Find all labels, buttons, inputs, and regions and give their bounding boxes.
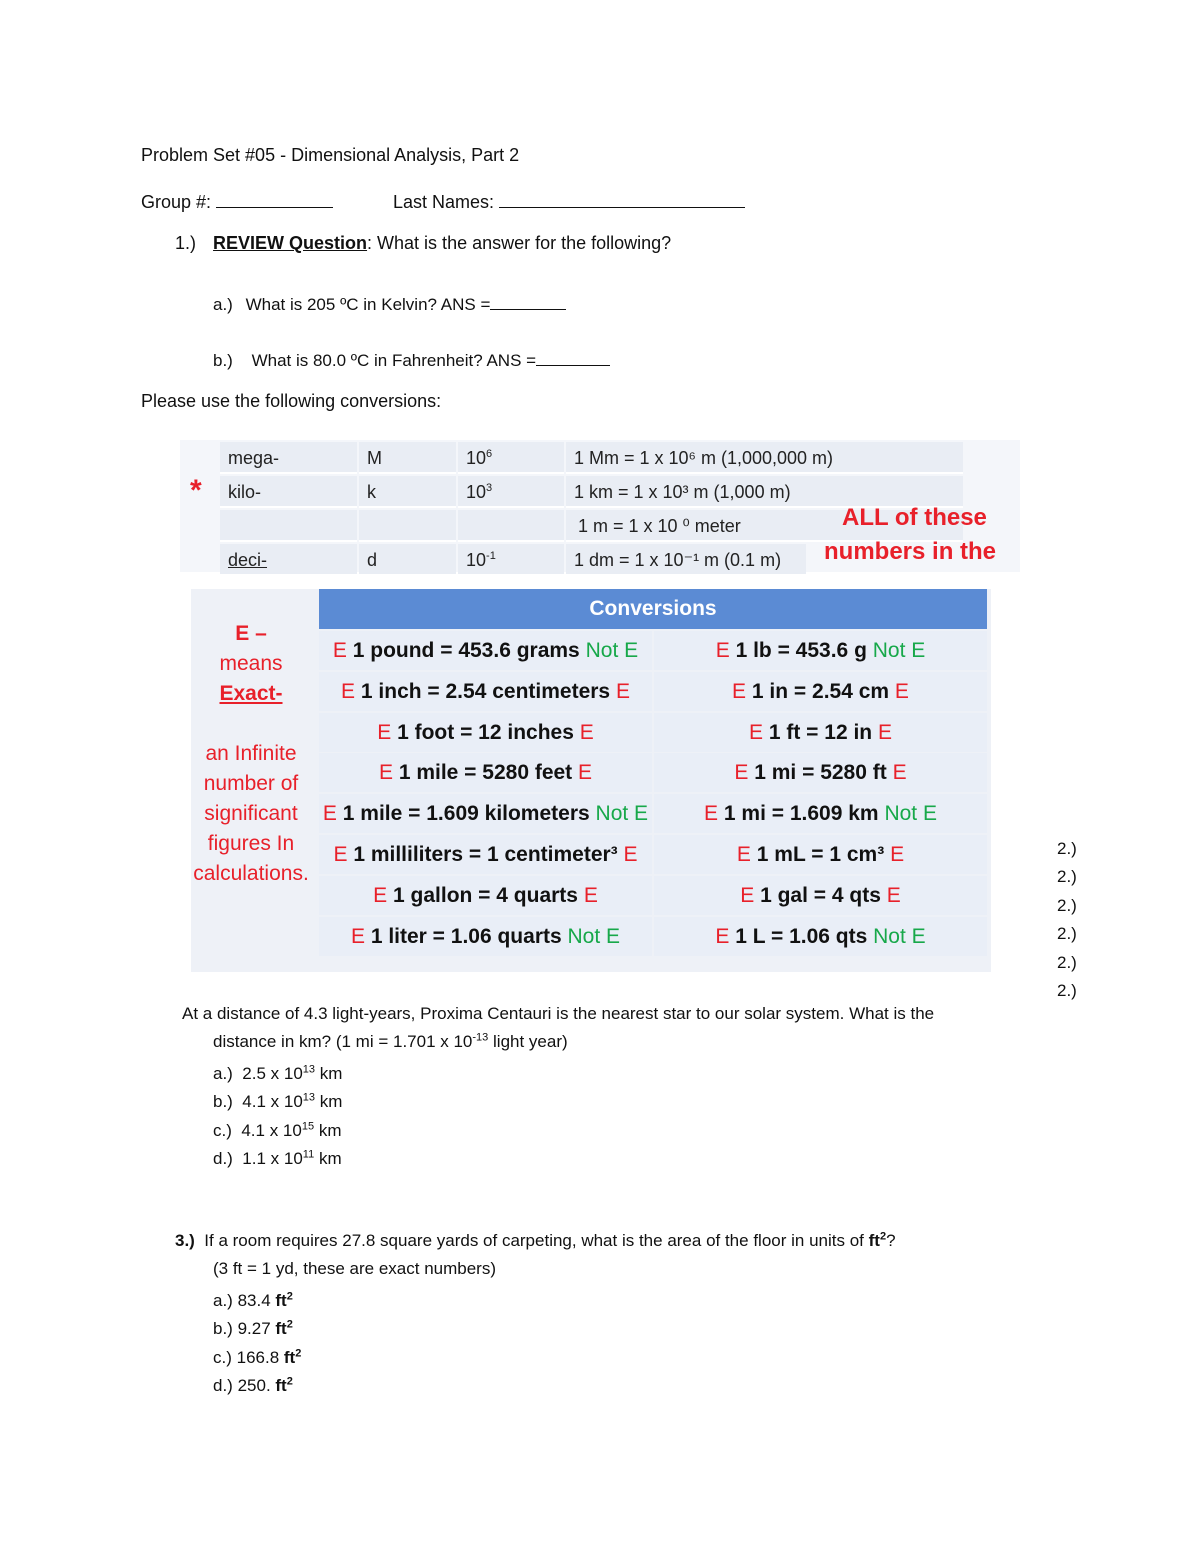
q2-choice[interactable]: a.) 2.5 x $10^{13}$ km [213,1063,343,1083]
prefix-cell: kilo- [220,476,357,508]
conversion-cell-left [319,753,652,792]
conversion-text: 1 foot = 12 inches [397,721,574,744]
conversion-text: 1 in = 2.54 cm [751,680,890,703]
exactness-tag: Not E [872,639,926,662]
conversion-cell-right [654,794,987,833]
exact-tag: E [333,843,348,866]
prefix-cell [220,510,357,542]
exactness-tag: E [583,884,598,907]
relation-cell: 1 m = 1 x 10 ⁰ meter [566,510,963,542]
exact-tag: E [736,843,751,866]
conversion-text: 1 mi = 1.609 km [723,802,879,825]
side-number: 2.) [1057,839,1077,858]
conversion-text: 1 gal = 4 qts [760,884,881,907]
group-blank[interactable] [216,189,333,208]
q3-number: 3.) [175,1231,195,1250]
q2-choice[interactable]: d.) 1.1 x $10^{11}$ km [213,1148,342,1168]
conversion-cell-right [654,672,987,711]
exactness-tag: E [877,721,892,744]
conversion-text: 1 pound = 453.6 grams [352,639,580,662]
exactness-tag: Not E [567,925,621,948]
exact-note-line [191,709,311,739]
side-number: 2.) [1057,924,1077,944]
power-cell [458,544,564,576]
exact-note-line: significant [204,802,298,825]
q3-choice[interactable]: d.) 250. $ft^2$ [213,1375,293,1395]
exactness-tag: E [890,843,905,866]
q3-choices [213,1287,301,1400]
q1a-label: a.) [213,295,233,314]
q3-text-line-2: (3 ft = 1 yd, these are exact numbers) [213,1259,496,1278]
q1b-text: What is 80.0 ºC in Fahrenheit? ANS = [251,351,537,370]
exact-note-line: calculations. [193,862,309,885]
conversion-text: 1 mile = 5280 feet [398,761,573,784]
names-blank[interactable] [499,189,745,208]
q1b-label: b.) [213,351,233,370]
side-number: 2.) [1057,952,1077,972]
exactness-tag: Not E [884,802,937,825]
conversion-cell-right [654,917,987,956]
conversion-text: 1 mi = 5280 ft [754,761,887,784]
group-field [141,189,333,213]
exact-note-line: means [219,652,283,675]
question-1b [213,347,610,371]
exactness-tag: E [886,884,901,907]
exactness-tag: Not E [873,925,926,948]
review-label: REVIEW Question [213,233,368,253]
q3-choice[interactable]: b.) 9.27 $ft^2$ [213,1318,293,1339]
conversion-cell-left [319,672,652,711]
exactness-tag: E [894,680,909,703]
exact-tag: E [734,761,749,784]
exact-tag: E [373,884,388,907]
conversion-text: 1 mile = 1.609 kilometers [342,802,590,825]
exact-note-line: number of [203,772,299,795]
power-base: 10 [466,550,487,570]
exact-note-line: Exact- [219,682,283,705]
exactness-tag: E [615,680,630,703]
power-exp: -1 [486,550,496,562]
conversion-text: 1 ft = 12 in [768,721,873,744]
question-1a [213,291,566,315]
group-label: Group #: [141,192,212,212]
exact-note-line: E – [235,622,267,645]
power-exp: 3 [486,482,493,494]
power-base: 10 [466,482,487,502]
conversion-cell-right [654,631,987,670]
q1a-answer-blank[interactable] [490,291,566,310]
conversion-cell-right [654,876,987,915]
conversion-heading: Conversions [319,589,987,629]
conversion-text: 1 inch = 2.54 centimeters [360,680,611,703]
conversion-text: 1 milliliters = 1 centimeter³ [353,843,618,866]
conversion-cell-left [319,917,652,956]
q2-choice[interactable]: c.) 4.1 x $10^{15}$ km [213,1119,342,1140]
note-line-1: ALL of these [842,504,987,531]
star-marker: * [190,474,202,507]
power-cell [458,476,564,508]
exact-tag: E [732,680,747,703]
question-1-number: 1.) [175,233,197,253]
question-1 [175,233,671,254]
question-1-prompt: : What is the answer for the following? [367,233,672,253]
relation-cell: 1 dm = 1 x 10⁻¹ m (0.1 m) [566,544,806,576]
exactness-tag: E [579,721,594,744]
exact-note-line: figures In [207,832,295,855]
relation-cell: 1 Mm = 1 x 10⁶ m (1,000,000 m) [566,442,963,474]
symbol-cell: M [359,442,456,474]
exact-tag: E [350,925,365,948]
symbol-cell: d [359,544,456,576]
conversion-text: 1 lb = 453.6 g [735,639,867,662]
prefix-table [180,440,1020,572]
power-base: 10 [466,448,487,468]
q3-choice[interactable]: c.) 166.8 $ft^2$ [213,1346,302,1367]
power-cell [458,510,564,542]
prefix-cell: mega- [220,442,357,474]
conversion-text: 1 liter = 1.06 quarts [370,925,562,948]
conversion-cell-left [319,713,652,752]
exact-tag: E [715,639,730,662]
exact-tag: E [377,721,392,744]
symbol-cell [359,510,456,542]
conversion-cell-right [654,753,987,792]
exactness-tag: E [623,843,638,866]
relation-cell: 1 km = 1 x 10³ m (1,000 m) [566,476,963,508]
side-number: 2.) [1057,867,1077,887]
exactness-tag: E [892,761,907,784]
q3-choice[interactable]: a.) 83.4 $ft^2$ [213,1290,293,1310]
q2-choices [213,1060,342,1173]
exact-tag: E [332,639,347,662]
power-exp: 6 [486,448,493,460]
page-title: Problem Set #05 - Dimensional Analysis, Part 2 [141,145,520,165]
q1a-text: What is 205 ºC in Kelvin? ANS = [245,295,491,314]
exact-tag: E [341,680,356,703]
exact-tag: E [378,761,393,784]
conversion-cell-right [654,713,987,752]
exact-tag: E [740,884,755,907]
conversions-intro: Please use the following conversions: [141,391,442,411]
conversion-cell-left [319,631,652,670]
conversion-text: 1 gallon = 4 quarts [393,884,578,907]
q1b-answer-blank[interactable] [536,347,610,366]
conversion-cell-right [654,835,987,874]
conversion-text: 1 mL = 1 cm³ [756,843,885,866]
exactness-tag: Not E [585,639,639,662]
exact-tag: E [715,925,730,948]
conversion-text: 1 L = 1.06 qts [735,925,868,948]
symbol-cell: k [359,476,456,508]
exact-tag: E [704,802,719,825]
power-cell [458,442,564,474]
q3-text-line-1: 3.) If a room requires 27.8 square yards of carpeting, what is the area of the floor in units of $ft^2$? [175,1230,896,1250]
conversion-cell-left [319,835,652,874]
exactness-tag: Not E [595,802,649,825]
side-number-column [1057,835,1077,1005]
conversion-cell-left [319,794,652,833]
q2-text-line-2: distance in km? (1 mi = 1.701 x $10^{-13}$ light year) [213,1031,568,1051]
names-field [393,189,745,213]
side-number: 2.) [1057,895,1077,915]
side-number: 2.) [1057,981,1077,1001]
exact-tag: E [748,721,763,744]
exact-tag: E [322,802,337,825]
note-line-2: numbers in the [824,538,997,565]
prefix-cell: deci- [220,544,357,576]
q2-choice[interactable]: b.) 4.1 x $10^{13}$ km [213,1091,343,1112]
conversion-cell-left [319,876,652,915]
q2-text-line-1: At a distance of 4.3 light-years, Proxima Centauri is the nearest star to our solar system. What is the [182,1004,935,1023]
conversion-table [191,589,991,972]
names-label: Last Names: [393,192,495,212]
exact-note-line: an Infinite [205,742,297,765]
exactness-tag: E [578,761,593,784]
exact-note [191,619,311,889]
